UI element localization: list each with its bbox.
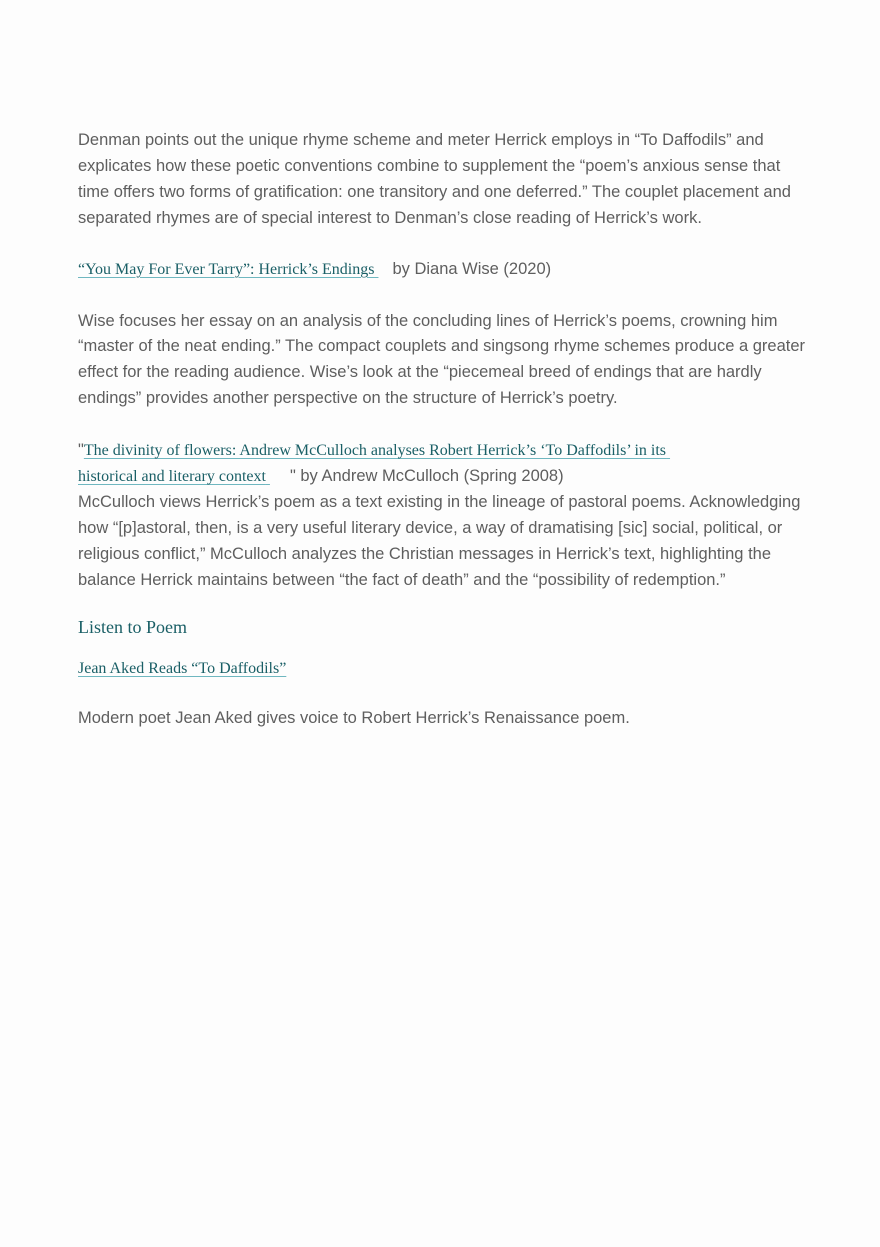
mcculloch-source-line	[78, 438, 808, 490]
link-underline-pad	[374, 257, 390, 283]
jean-aked-reading-link[interactable]: Jean Aked Reads “To Daffodils”	[78, 659, 287, 677]
listen-heading: Listen to Poem	[78, 616, 187, 637]
mcculloch-paragraph: McCulloch views Herrick’s poem as a text existing in the lineage of pastoral poems. Acknowledging how “[p]astoral, then, is a very useful literary device, a way of dramatising [sic] social, political, or religious conflict,” McCulloch analyzes the Christian messages in Herrick’s text, highlighting the balance Herrick maintains between “the fact of death” and the “possibility of redemption.”	[78, 492, 801, 589]
denman-paragraph: Denman points out the unique rhyme scheme and meter Herrick employs in “To Daffodils” and explicates how these poetic conventions combine to supplement the “poem’s anxious sense that time offers two forms of gratification: one transitory and one deferred.” The couplet placement and separated rhymes are of special interest to Denman’s close reading of Herrick’s work.	[78, 131, 791, 227]
mcculloch-article-link-line1[interactable]: The divinity of flowers: Andrew McCulloch analyses Robert Herrick’s ‘To Daffodils’ in its	[83, 442, 667, 460]
wise-source-line	[78, 257, 808, 283]
wise-paragraph: Wise focuses her essay on an analysis of the concluding lines of Herrick’s poems, crowning him “master of the neat ending.” The compact couplets and singsong rhyme schemes produce a greater effect for the reading audience. Wise’s look at the “piecemeal breed of endings that are hardly endings” provides another perspective on the structure of Herrick’s poetry.	[78, 311, 806, 408]
mcculloch-open-quote: "	[78, 441, 84, 460]
wise-essay-link[interactable]: “You May For Ever Tarry”: Herrick’s Endings	[78, 260, 375, 278]
aked-paragraph: Modern poet Jean Aked gives voice to Robert Herrick’s Renaissance poem.	[78, 708, 630, 727]
wise-byline: by Diana Wise (2020)	[392, 259, 552, 278]
link-underline-pad	[266, 464, 290, 490]
listen-link-line	[78, 656, 808, 682]
link-underline-pad	[666, 438, 714, 464]
mcculloch-byline: " by Andrew McCulloch (Spring 2008)	[289, 467, 564, 486]
page-content	[78, 128, 808, 732]
mcculloch-article-link-line2[interactable]: historical and literary context	[78, 468, 266, 486]
